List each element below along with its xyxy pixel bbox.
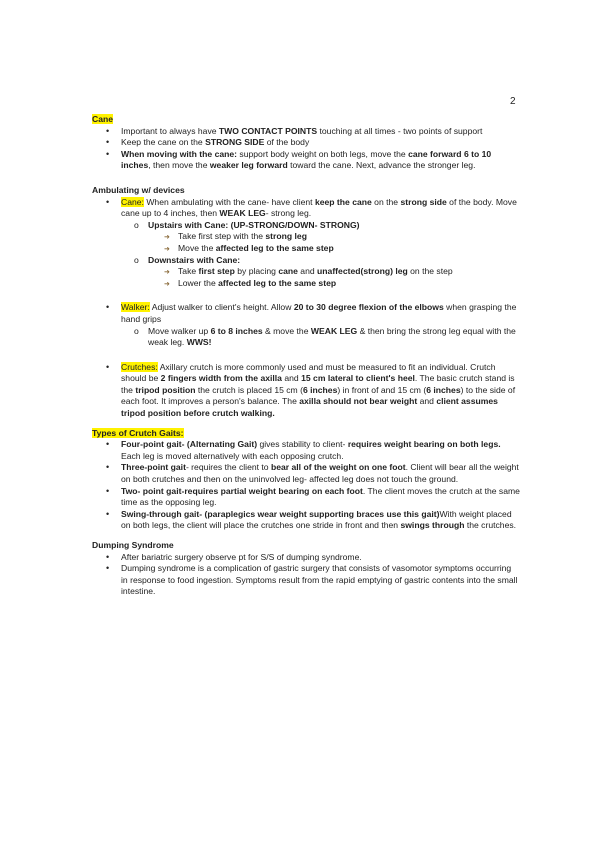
text-run: gives stability to client- [257, 439, 348, 450]
bold-text: Three-point gait [121, 462, 186, 473]
sub-item-downstairs [92, 255, 520, 267]
text-run: After bariatric surgery observe pt for S/S of dumping syndrome. [121, 551, 362, 562]
dumping-list [92, 552, 520, 598]
bullet-icon: • [106, 148, 110, 159]
bullet-icon: • [106, 196, 110, 207]
text-run: . The client moves the crutch at the same time as the opposing leg. [121, 485, 520, 508]
list-item [92, 509, 520, 532]
list-item [92, 462, 520, 485]
bold-text: - (Alternating Gait) [181, 439, 258, 450]
text-run: ) to the side of each foot. It improves a person's balance. The [121, 384, 516, 407]
bold-text: STRONG SIDE [205, 137, 265, 148]
bold-text: WWS! [186, 337, 212, 348]
list-item [92, 552, 520, 564]
bold-text: tripod position [135, 384, 196, 395]
highlighted-label: Crutches: [121, 361, 158, 372]
text-run: Lower the [178, 277, 219, 288]
text-run: when grasping the hand grips [121, 302, 517, 324]
sub-item-upstairs [92, 220, 520, 232]
list-item [92, 149, 520, 172]
text-run: toward the cane. Next, advance the stronger leg. [287, 160, 476, 171]
bullet-icon: • [106, 125, 110, 136]
bullet-icon: • [106, 563, 110, 574]
text-run: - strong leg. [265, 208, 312, 219]
section-heading-ambulating: Ambulating w/ devices [92, 184, 185, 195]
list-item-walker [92, 302, 520, 325]
bold-text: swings through [400, 520, 465, 531]
bold-text: 6 inches [426, 384, 461, 395]
text-run: & then bring the strong leg equal with the weak leg. [148, 325, 516, 348]
bold-text: first step [198, 266, 235, 277]
text-run: . Client will bear all the weight on both crutches and then on the uninvolved leg- affected leg does not touch the ground. [121, 462, 519, 485]
section-heading-gaits: Types of Crutch Gaits: [92, 427, 184, 438]
text-run: & move the [262, 325, 311, 336]
ambulating-list [92, 197, 520, 290]
bold-text: Swing-through gait- (paraplegics wear weight supporting braces use this gait) [121, 508, 440, 519]
bold-text: bear all of the weight on one foot [270, 462, 406, 473]
text-run: Move the [178, 242, 216, 253]
bold-text: strong side [400, 196, 447, 207]
text-run: With weight placed on both legs, the client will place the crutches one stride in front and then [121, 508, 512, 531]
bullet-icon: • [106, 508, 110, 519]
bullet-icon: • [106, 551, 110, 562]
list-item-crutches [92, 362, 520, 420]
bold-text: affected leg to the same step [215, 242, 334, 253]
bold-text: client assumes tripod position before crutch walking. [121, 396, 498, 419]
bold-text: unaffected(strong) leg [317, 266, 408, 277]
cane-list [92, 126, 520, 172]
bullet-icon: o [134, 254, 139, 265]
bold-text: 20 to 30 degree flexion of the elbows [293, 302, 444, 313]
highlighted-label: Walker: [121, 302, 150, 313]
bold-text: WEAK LEG [310, 325, 358, 336]
section-heading-cane: Cane [92, 114, 114, 124]
text-run: the crutch is placed 15 cm ( [195, 384, 303, 395]
text-run: touching at all times - two points of support [317, 125, 483, 136]
arrow-bullet-icon: ➜ [164, 245, 170, 253]
highlighted-label: Cane: [121, 196, 144, 207]
bullet-icon: • [106, 137, 110, 148]
list-item [92, 126, 520, 138]
step-item [92, 278, 520, 290]
bold-text: 6 to 8 inches [210, 325, 263, 336]
bullet-icon: • [106, 485, 110, 496]
walker-list [92, 302, 520, 348]
bold-text: keep the cane [314, 196, 372, 207]
arrow-bullet-icon: ➜ [164, 234, 170, 242]
text-run: on the [371, 196, 401, 207]
bullet-icon: • [106, 439, 110, 450]
bold-text: When moving with the cane: [121, 148, 238, 159]
bold-text: cane forward 6 to 10 inches [121, 148, 492, 171]
text-run: Take [178, 266, 199, 277]
text-run: the crutches. [464, 520, 517, 531]
list-item-cane [92, 197, 520, 220]
list-item [92, 563, 520, 598]
section-heading-dumping: Dumping Syndrome [92, 540, 174, 550]
bold-text: requires weight bearing on both legs. [347, 439, 501, 450]
arrow-bullet-icon: ➜ [164, 269, 170, 277]
bullet-icon: o [134, 325, 139, 336]
list-item [92, 486, 520, 509]
arrow-bullet-icon: ➜ [164, 280, 170, 288]
step-item [92, 266, 520, 278]
bold-text: weaker leg forward [209, 160, 288, 171]
bold-text: 6 inches [302, 384, 338, 395]
bold-text: TWO CONTACT POINTS [218, 125, 318, 136]
text-run: , then move the [148, 160, 210, 171]
text-run: Adjust walker to client's height. Allow [149, 302, 294, 313]
text-run: Keep the cane on the [121, 137, 206, 148]
text-run: Move walker up [148, 325, 211, 336]
text-run: Take first step with the [178, 231, 266, 242]
bold-text: affected leg to the same step [218, 277, 337, 288]
text-run: of the body. Move cane up to 4 inches, then [121, 196, 517, 219]
bold-text: axilla should not bear weight [299, 396, 418, 407]
document-body [92, 114, 520, 598]
bold-text: Upstairs with Cane: (UP-STRONG/DOWN- STRONG) [148, 219, 360, 230]
bold-text: WEAK LEG [219, 208, 266, 219]
bold-text: 15 cm lateral to client's heel [301, 373, 415, 384]
bullet-icon: o [134, 219, 139, 230]
text-run: - requires the client to [185, 462, 271, 473]
text-run: Each leg is moved alternatively with each opposing crutch. [121, 450, 344, 461]
list-item [92, 137, 520, 149]
text-run: and [417, 396, 437, 407]
text-run: support body weight on both legs, move the [237, 148, 409, 159]
text-run: . The basic crutch stand is the [121, 373, 515, 395]
text-run: Axillary crutch is more commonly used and must be measured to fit an individual. Crutch should be [121, 361, 496, 384]
sub-item-walker [92, 326, 520, 349]
text-run: Important to always have [121, 125, 219, 136]
text-run: of the body [264, 137, 310, 148]
bold-text: Four-point gait [121, 439, 182, 450]
text-run: on the step [407, 266, 453, 277]
bullet-icon: • [106, 361, 110, 372]
page-number: 2 [510, 96, 516, 107]
bold-text: Downstairs with Cane: [148, 254, 241, 265]
bold-text: Two- point gait-requires partial weight bearing on each foot [121, 485, 363, 496]
gaits-list [92, 439, 520, 532]
list-item [92, 439, 520, 462]
crutches-list [92, 362, 520, 420]
text-run: ) in front of and 15 cm ( [337, 384, 427, 395]
text-run: by placing [234, 266, 279, 277]
text-run: Dumping syndrome is a complication of gastric surgery that consists of vasomotor symptoms occurring in response to food ingestion. Symptoms result from the rapid emptying of gastric contents into the small intestine. [121, 563, 518, 597]
text-run: When ambulating with the cane- have client [143, 196, 315, 207]
text-run: and [281, 373, 302, 384]
bold-text: 2 fingers width from the axilla [160, 373, 282, 384]
bullet-icon: • [106, 462, 110, 473]
step-item [92, 243, 520, 255]
bold-text: strong leg [265, 231, 307, 242]
bullet-icon: • [106, 302, 110, 313]
bold-text: cane [278, 266, 298, 277]
text-run: and [297, 266, 318, 277]
step-item [92, 231, 520, 243]
